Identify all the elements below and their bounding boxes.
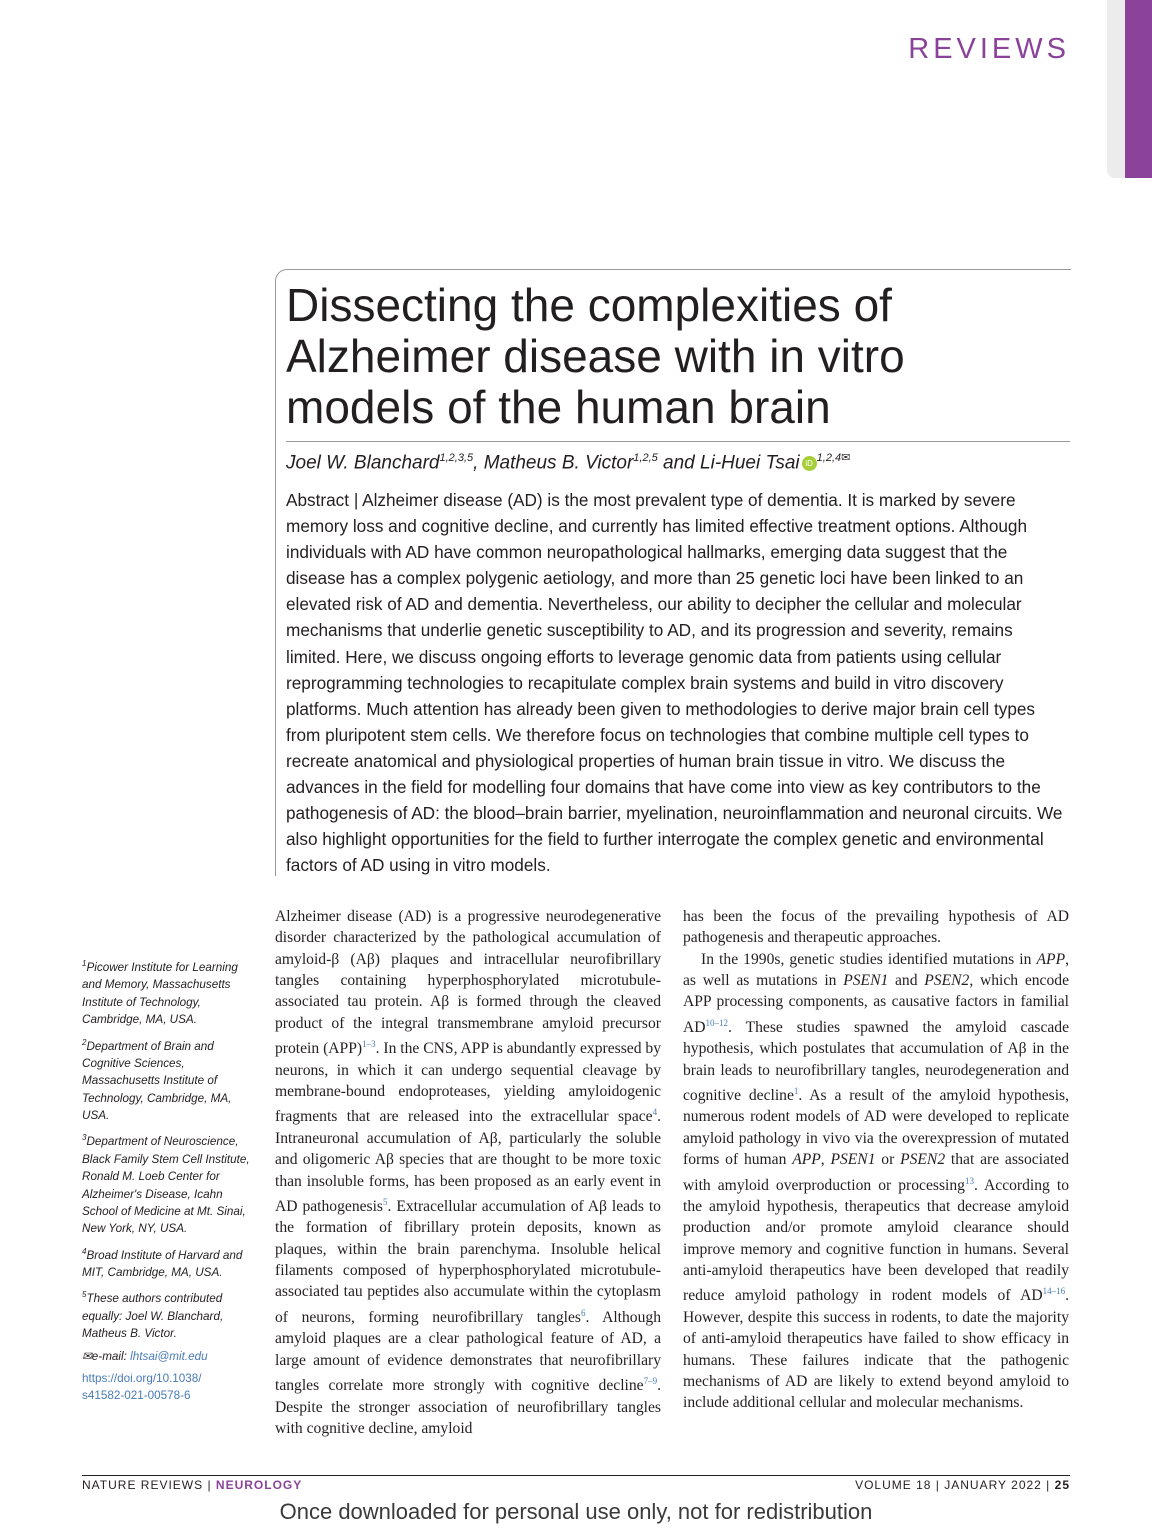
affiliation-item: $^4$Broad Institute of Harvard and MIT, Cambridge, MA, USA. [82,1246,243,1280]
affiliation-item: $^2$Department of Brain and Cognitive Sciences, Massachusetts Institute of Technology, Cambridge, MA, USA. [82,1037,232,1123]
body-column-2 [683,906,1069,1414]
citation[interactable]: 4 [652,1107,658,1118]
email-link[interactable]: lhtsai@mit.edu [130,1349,208,1363]
footer-divider [82,1475,1070,1476]
email-line: ✉e-mail: lhtsai@mit.edu [82,1349,208,1363]
citation[interactable]: 14–16 [1042,1286,1066,1297]
page-number: 25 [1054,1478,1070,1492]
orcid-icon[interactable]: iD [802,456,817,471]
affiliation-item: $^1$Picower Institute for Learning and Memory, Massachusetts Institute of Technology, Cambridge, MA, USA. [82,959,238,1027]
abstract: Abstract | Alzheimer disease (AD) is the most prevalent type of dementia. It is marked by severe memory loss and cognitive decline, and currently has limited effective treatment options. Although individuals with AD have common neuropathological hallmarks, emerging data suggest that the disease has a complex polygenic aetiology, and more than 25 genetic loci have been linked to an elevated risk of AD and dementia. Nevertheless, our ability to decipher the cellular and molecular mechanisms that underlie genetic susceptibility to AD, and its progression and severity, remains limited. Here, we discuss ongoing efforts to leverage genomic data from patients using cellular reprogramming technologies to recapitulate complex brain systems and build in vitro discovery platforms. Much attention has already been given to methodologies to derive major brain cell types from pluripotent stem cells. We therefore focus on technologies that combine multiple cell types to recreate anatomical and physiological properties of human brain tissue in vitro. We discuss the advances in the field for modelling four domains that have come into view as key contributors to the pathogenesis of AD: the blood–brain barrier, myelination, neuroinflammation and neuronal circuits. We also highlight opportunities for the field to further interrogate the complex genetic and environmental factors of AD using in vitro models. [286,490,1063,876]
citation[interactable]: 1–3 [362,1039,376,1050]
citation[interactable]: 13 [964,1175,974,1186]
doi-link[interactable]: https://doi.org/10.1038/ s41582-021-00578-6 [82,1371,202,1403]
side-tab-accent [1125,0,1152,178]
affiliations [82,955,252,1410]
citation[interactable]: 10–12 [705,1017,729,1028]
affiliation-item: $^5$These authors contributed equally: Joel W. Blanchard, Matheus B. Victor. [82,1290,224,1341]
citation[interactable]: 1 [793,1085,799,1096]
body-paragraph: In the 1990s, genetic studies identified mutations in APP, as well as mutations in PSEN1 and PSEN2, which encode APP processing components, as causative factors in familial AD$^{10-12}$. These studies spawned the amyloid cascade hypothesis, which postulates that accumulation of Aβ in the brain leads to neurofibrillary tangles, neurodegeneration and cognitive decline$^1$. As a result of the amyloid hypothesis, numerous rodent models of AD were developed to replicate amyloid pathology in vivo via the overexpression of mutated forms of human APP, PSEN1 or PSEN2 that are associated with amyloid overproduction or processing$^{13}$. According to the amyloid hypothesis, therapeutics that decrease amyloid production and/or promote amyloid clearance should improve memory and cognitive function in humans. Several anti-amyloid therapeutics have been developed that readily reduce amyloid pathology in rodent models of AD$^{14-16}$. However, despite this success in rodents, to date the majority of anti-amyloid therapeutics have failed to show efficacy in humans. These failures indicate that the pathogenic mechanisms of AD are likely to extend beyond amyloid to include additional cellular and molecular mechanisms. [683,950,1069,1412]
citation[interactable]: 7–9 [643,1375,658,1386]
section-label: REVIEWS [908,33,1070,65]
article-title: Dissecting the complexities of Alzheimer disease with in vitro models of the human brain [286,279,905,433]
author-affil-sup: 1,2,4 [816,452,842,464]
author-list: Joel W. Blanchard$^{1,2,3,5}$, Matheus B. Victor$^{1,2,5}$ and Li-Huei Tsai iD $^{1,2,4✉}$ [286,452,851,474]
citation[interactable]: 5 [383,1196,388,1207]
body-paragraph: Alzheimer disease (AD) is a progressive neurodegenerative disorder characterized by the pathological accumulation of amyloid-β (Aβ) plaques and intracellular neurofibrillary tangles containing hyperphosphorylated microtubule-associated tau protein. Aβ is formed through the cleaved product of the integral transmembrane amyloid precursor protein (APP)$^{1-3}$. In the CNS, APP is abundantly expressed by neurons, in which it can undergo sequential cleavage by membrane-bound endoproteases, yielding amyloidogenic fragments that are released into the extracellular space$^4$. Intraneuronal accumulation of Aβ, particularly the soluble and oligomeric Aβ species that are thought to be more toxic than insoluble forms, has been proposed as an early event in AD pathogenesis$^5$. Extracellular accumulation of Aβ leads to the formation of fibrillary protein deposits, known as plaques, within the brain parenchyma. Insoluble helical filaments composed of hyperphosphorylated microtubule-associated tau peptides also accumulate within the cytoplasm of neurons, forming neurofibrillary tangles$^6$. Although amyloid plaques are a clear pathological feature of AD, a large amount of evidence demonstrates that neurofibrillary tangles correlate more strongly with cognitive decline$^{7-9}$. Despite the stronger association of neurofibrillary tangles with cognitive decline, amyloid [275,908,661,1437]
author-name: Matheus B. Victor [483,452,634,474]
author-name: Li-Huei Tsai [700,452,800,474]
watermark: Once downloaded for personal use only, not for redistribution [279,1499,873,1524]
envelope-icon[interactable]: ✉ [841,452,851,464]
body-column-1 [275,906,661,1439]
author-affil-sup: 1,2,5 [633,452,658,464]
footer-issue: VOLUME 18 | JANUARY 2022 | 25 [855,1478,1070,1492]
title-divider [286,441,1070,442]
citation[interactable]: 6 [580,1307,586,1318]
affiliation-item: $^3$Department of Neuroscience, Black Family Stem Cell Institute, Ronald M. Loeb Center for Alzheimer's Disease, Icahn School of Medicine at Mt. Sinai, New York, NY, USA. [82,1133,250,1236]
author-affil-sup: 1,2,3,5 [439,452,474,464]
envelope-icon: ✉ [82,1349,92,1363]
author-name: Joel W. Blanchard [286,452,440,474]
footer-journal: NATURE REVIEWS | NEUROLOGY [82,1478,303,1492]
body-paragraph: has been the focus of the prevailing hypothesis of AD pathogenesis and therapeutic approaches. [683,908,1069,947]
